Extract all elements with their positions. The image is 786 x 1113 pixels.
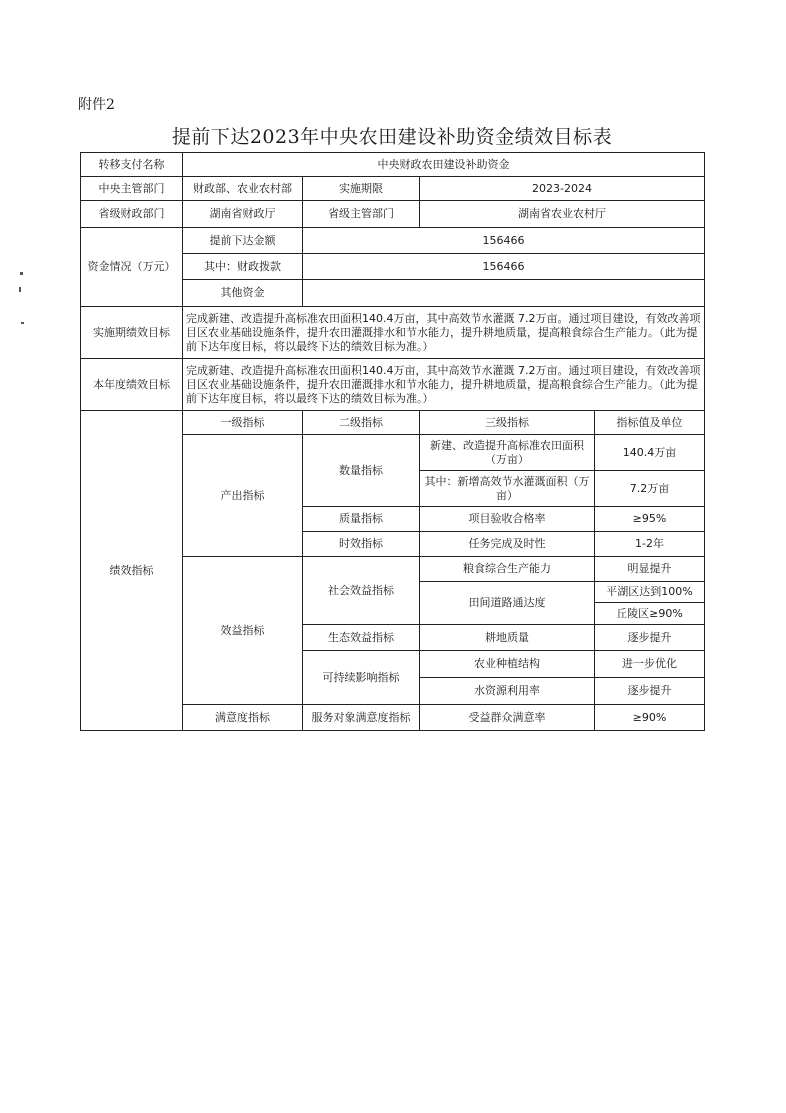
quality-indicator: 质量指标 — [303, 507, 420, 532]
satisfaction-value: ≥90% — [595, 705, 705, 731]
timeliness-item: 任务完成及时性 — [420, 532, 595, 557]
funds-label: 资金情况（万元） — [81, 228, 183, 307]
satisfaction-indicator: 满意度指标 — [183, 705, 303, 731]
advance-value: 156466 — [303, 228, 705, 254]
crop-structure-value: 进一步优化 — [595, 651, 705, 678]
scan-mark — [19, 287, 21, 292]
scan-mark — [21, 322, 24, 324]
benefit-indicator: 效益指标 — [183, 557, 303, 705]
annual-goal-text: 完成新建、改造提升高标准农田面积140.4万亩，其中高效节水灌溉 7.2万亩。通过项目建设，有效改善项目区农业基础设施条件，提升农田灌溉排水和节水能力，提升耕地质量，提高粮食综合生产能力。（此为提前下达年度目标，将以最终下达的绩效目标为准。） — [183, 359, 705, 411]
prov-finance-label: 省级财政部门 — [81, 201, 183, 228]
scan-mark — [20, 272, 23, 275]
grain-capacity-item: 粮食综合生产能力 — [420, 557, 595, 582]
page-title: 提前下达2023年中央农田建设补助资金绩效目标表 — [171, 126, 613, 148]
central-dept-label: 中央主管部门 — [81, 177, 183, 201]
road-access-plain-value: 平湖区达到100% — [595, 582, 705, 603]
crop-structure-item: 农业种植结构 — [420, 651, 595, 678]
transfer-name-value: 中央财政农田建设补助资金 — [183, 153, 705, 177]
social-benefit-indicator: 社会效益指标 — [303, 557, 420, 625]
table-row — [81, 307, 705, 359]
quantity-value-1: 140.4万亩 — [595, 435, 705, 471]
period-goal-label: 实施期绩效目标 — [81, 307, 183, 359]
quantity-indicator: 数量指标 — [303, 435, 420, 507]
level1-header: 一级指标 — [183, 411, 303, 435]
other-funds-value — [303, 280, 705, 307]
period-label: 实施期限 — [303, 177, 420, 201]
quality-value: ≥95% — [595, 507, 705, 532]
quality-item: 项目验收合格率 — [420, 507, 595, 532]
water-use-value: 逐步提升 — [595, 678, 705, 705]
road-access-hill-value: 丘陵区≥90% — [595, 603, 705, 625]
soil-quality-item: 耕地质量 — [420, 625, 595, 651]
level3-header: 三级指标 — [420, 411, 595, 435]
fiscal-label: 其中：财政拨款 — [183, 254, 303, 280]
indicators-label: 绩效指标 — [81, 411, 183, 731]
value-header: 指标值及单位 — [595, 411, 705, 435]
water-use-item: 水资源利用率 — [420, 678, 595, 705]
performance-goal-table — [80, 152, 705, 731]
table-row — [81, 411, 705, 435]
satisfaction-item: 受益群众满意率 — [420, 705, 595, 731]
grain-capacity-value: 明显提升 — [595, 557, 705, 582]
prov-dept-value: 湖南省农业农村厅 — [420, 201, 705, 228]
quantity-value-2: 7.2万亩 — [595, 471, 705, 507]
table-row — [81, 177, 705, 201]
level2-header: 二级指标 — [303, 411, 420, 435]
road-access-item: 田间道路通达度 — [420, 582, 595, 625]
sustainable-indicator: 可持续影响指标 — [303, 651, 420, 705]
attachment-label: 附件2 — [78, 97, 115, 113]
period-goal-text: 完成新建、改造提升高标准农田面积140.4万亩，其中高效节水灌溉 7.2万亩。通过项目建设，有效改善项目区农业基础设施条件，提升农田灌溉排水和节水能力，提升耕地质量，提高粮食综合生产能力。（此为提前下达年度目标，将以最终下达的绩效目标为准。） — [183, 307, 705, 359]
table-row — [81, 201, 705, 228]
timeliness-value: 1-2年 — [595, 532, 705, 557]
prov-finance-value: 湖南省财政厅 — [183, 201, 303, 228]
other-funds-label: 其他资金 — [183, 280, 303, 307]
table-row — [81, 228, 705, 254]
annual-goal-label: 本年度绩效目标 — [81, 359, 183, 411]
prov-dept-label: 省级主管部门 — [303, 201, 420, 228]
period-value: 2023-2024 — [420, 177, 705, 201]
table-row — [81, 359, 705, 411]
advance-label: 提前下达金额 — [183, 228, 303, 254]
timeliness-indicator: 时效指标 — [303, 532, 420, 557]
fiscal-value: 156466 — [303, 254, 705, 280]
central-dept-value: 财政部、农业农村部 — [183, 177, 303, 201]
transfer-name-label: 转移支付名称 — [81, 153, 183, 177]
soil-quality-value: 逐步提升 — [595, 625, 705, 651]
eco-benefit-indicator: 生态效益指标 — [303, 625, 420, 651]
service-satisfaction-indicator: 服务对象满意度指标 — [303, 705, 420, 731]
table-row — [81, 153, 705, 177]
quantity-item-2: 其中：新增高效节水灌溉面积（万亩） — [420, 471, 595, 507]
quantity-item-1: 新建、改造提升高标准农田面积（万亩） — [420, 435, 595, 471]
output-indicator: 产出指标 — [183, 435, 303, 557]
